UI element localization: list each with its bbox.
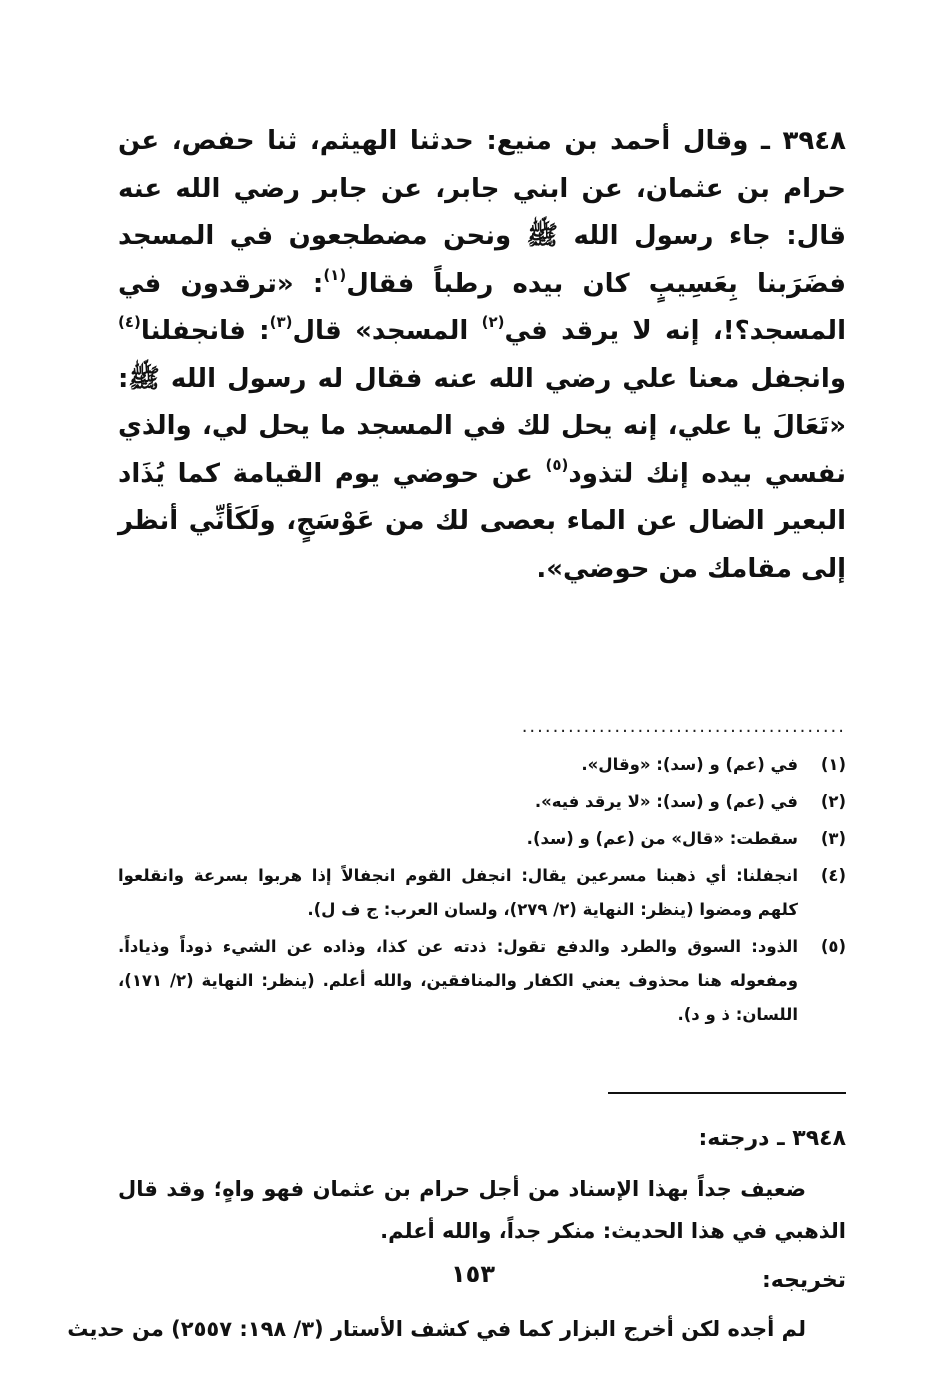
takhrij-text: لم أجده لكن أخرج البزار كما في كشف الأستار (٣/ ١٩٨: ٢٥٥٧) من حديث xyxy=(67,1317,806,1341)
footnote-item xyxy=(118,859,846,927)
grade-heading: ٣٩٤٨ ـ درجته: xyxy=(698,1126,846,1151)
hadith-segment: وقال أحمد بن منيع: حدثنا الهيثم، ثنا حفص، عن حرام بن عثمان، عن ابني جابر، عن جابر رضي الله عنه قال: جاء رسول الله ﷺ ونحن مضطجعون في المسجد فضَرَبنا بِعَسِيبٍ كان بيده رطباً فقال xyxy=(118,126,846,299)
footnote-text: انجفلنا: أي ذهبنا مسرعين يقال: انجفل القوم انجفالاً إذا هربوا بسرعة وانقلعوا كلهم ومضوا (ينظر: النهاية (٢/ ٢٧٩)، ولسان العرب: ج ف ل). xyxy=(118,866,798,919)
footnote-item xyxy=(118,930,846,1032)
footnote-ref[interactable]: (٢) xyxy=(481,313,505,331)
hadith-text xyxy=(118,118,846,593)
takhrij-heading: تخريجه: xyxy=(761,1268,846,1293)
hadith-segment: المسجد» قال xyxy=(292,316,482,346)
footnote-number: (٣) xyxy=(820,829,846,848)
footnote-number: (١) xyxy=(820,755,846,774)
footnote-ref[interactable]: (٤) xyxy=(118,313,141,331)
footnote-number: (٤) xyxy=(820,866,846,885)
grade-text: ضعيف جداً بهذا الإسناد من أجل حرام بن عثمان فهو واهٍ؛ وقد قال الذهبي في هذا الحديث: منكر جداً، والله أعلم. xyxy=(118,1177,846,1243)
hadith-segment: عن حوضي يوم القيامة كما يُذَاد البعير الضال عن الماء بعصى لك من عَوْسَجٍ، ولَكَأنِّي أنظر إلى مقامك من حوضي». xyxy=(118,458,846,584)
footnote-item xyxy=(118,822,846,856)
footnote-text: الذود: السوق والطرد والدفع تقول: ذدته عن كذا، وذاده عن الشيء ذوداً وذياداً. ومفعوله هنا محذوف يعني الكفار والمنافقين، والله أعلم. (ينظر: النهاية (٢/ ١٧١)، اللسان: ذ و د). xyxy=(118,937,798,1024)
footnote-item xyxy=(118,748,846,782)
footnote-ref[interactable]: (٥) xyxy=(545,455,569,474)
hadith-number: ٣٩٤٨ ـ xyxy=(761,126,846,156)
footnote-text: في (عم) و (سد): «وقال». xyxy=(581,755,798,774)
section-divider xyxy=(608,1092,846,1094)
footnote-item xyxy=(118,785,846,819)
footnote-number: (٥) xyxy=(820,937,846,956)
footnote-text: في (عم) و (سد): «لا يرقد فيه». xyxy=(534,792,798,811)
footnote-ref[interactable]: (٣) xyxy=(269,313,293,331)
footnotes-list xyxy=(118,748,846,1035)
page-number: ١٥٣ xyxy=(451,1260,495,1288)
footnote-separator: .......................................... xyxy=(521,716,846,737)
hadith-segment: : فانجفلنا xyxy=(140,316,270,346)
hadith-segment: وانجفل معنا علي رضي الله عنه فقال له رسول الله ﷺ: «تَعَالَ يا علي، إنه يحل لك في المسجد ما يحل لي، والذي نفسي بيده إنك لتذود xyxy=(118,363,846,489)
hadith-segment: : «ترقدون في المسجد؟!، إنه لا يرقد في xyxy=(118,268,846,346)
footnote-ref[interactable]: (١) xyxy=(323,265,347,284)
footnote-number: (٢) xyxy=(820,792,846,811)
footnote-text: سقطت: «قال» من (عم) و (سد). xyxy=(526,829,798,848)
